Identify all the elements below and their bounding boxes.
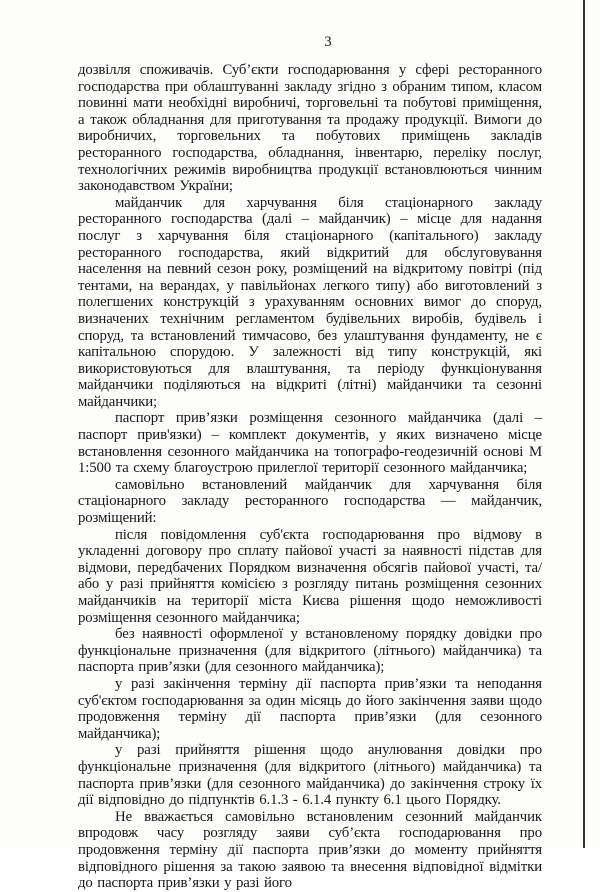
paragraph: без наявності оформленої у встановленому порядку довідки про функціональне призначення (для відкритого (літнього) майданчика) та паспорта прив’язки (для сезонного майданчика); <box>78 626 542 676</box>
paragraph: у разі прийняття рішення щодо анулювання довідки про функціональне призначення (для відкритого (літнього) майданчика) та паспорта прив’язки (для сезонного майданчика) до закінчення строку їх дії відповідно до підпунктів 6.1.3 - 6.1.4 пункту 6.1 цього Порядку. <box>78 742 542 809</box>
paragraph: у разі закінчення терміну дії паспорта прив’язки та неподання суб'єктом господарювання за один місяць до його закінчення заяви щодо продовження терміну дії паспорта прив’язки (для сезонного майданчика); <box>78 675 542 742</box>
paragraph: самовільно встановлений майданчик для харчування біля стаціонарного закладу ресторанного господарства — майданчик, розміщений: <box>78 476 542 527</box>
paragraph: Не вважається самовільно встановленим сезонний майданчик впродовж часу розгляду заяви суб’єкта господарювання про продовження терміну дії паспорта прив’язки до моменту прийняття відповідного рішення за такою заявою та внесення відповідної відмітки до паспорта прив’язки у разі його <box>78 808 542 892</box>
paragraph: дозвілля споживачів. Суб’єкти господарювання у сфері ресторанного господарства при облаштуванні закладу згідно з обраним типом, класом повинні мати необхідні виробничі, торговельні та побутові приміщення, а також обладнання для приготування та продажу продукції. Вимоги до виробничих, торговельних та побутових приміщень закладів ресторанного господарства, обладнання, інвентарю, переліку послуг, технологічних режимів виробництва продукції встановлюються чинним законодавством України; <box>78 62 542 195</box>
paragraph: паспорт прив’язки розміщення сезонного майданчика (далі – паспорт прив'язки) – комплект документів, у яких визначено місце встановлення сезонного майданчика на топографо-геодезичній основі М 1:500 та схему благоустрою прилеглої території сезонного майданчика; <box>78 410 542 477</box>
document-text-block <box>78 34 542 892</box>
page-number: 3 <box>324 34 332 50</box>
paragraph: після повідомлення суб'єкта господарювання про відмову в укладенні договору про сплату пайової участі за наявності підстав для відмови, передбачених Порядком визначення обсягів пайової участі, та/або у разі прийняття комісією з розгляду питань розміщення сезонних майданчиків на території міста Києва рішення щодо неможливості розміщення сезонного майданчика; <box>78 526 542 626</box>
scan-border-line <box>583 0 585 848</box>
paragraph: майданчик для харчування біля стаціонарного закладу ресторанного господарства (далі – майданчик) – місце для надання послуг з харчування біля стаціонарного (капітального) закладу ресторанного господарства, який відкритий для обслуговування населення на певний сезон року, розміщений на відкритому повітрі (під тентами, на верандах, у павільйонах легкого типу) або виготовлений з полегшених конструкцій з урахуванням основних вимог до споруд, визначених технічним регламентом будівельних виробів, будівель і споруд, та встановлений тимчасово, без улаштування фундаменту, не є капітальною спорудою. У залежності від типу конструкцій, які використовуються для влаштування, та періоду функціонування майданчики поділяються на відкриті (літні) майданчики та сезонні майданчики; <box>78 194 542 410</box>
